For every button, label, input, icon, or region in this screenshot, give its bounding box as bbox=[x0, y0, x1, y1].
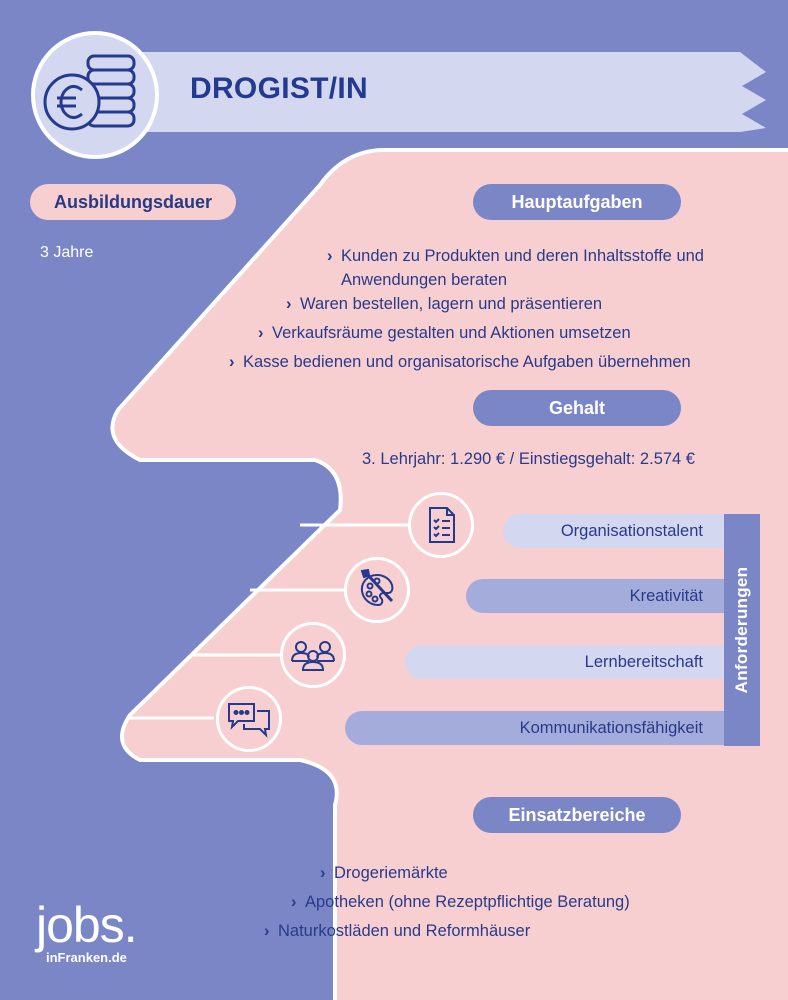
task-item: › Verkaufsräume gestalten und Aktionen umsetzen bbox=[258, 321, 631, 345]
area-item: › Naturkostläden und Reformhäuser bbox=[264, 922, 531, 940]
group-icon bbox=[280, 622, 346, 688]
chevron-right-icon: › bbox=[286, 295, 292, 313]
salary-label: Gehalt bbox=[473, 390, 681, 426]
task-item: › Waren bestellen, lagern und präsentieren bbox=[286, 292, 602, 316]
palette-icon bbox=[344, 557, 410, 623]
brand-logo bbox=[36, 897, 137, 965]
chat-bubbles-icon bbox=[216, 686, 282, 752]
euro-coins-icon bbox=[30, 30, 160, 160]
chevron-right-icon: › bbox=[258, 324, 264, 342]
chevron-right-icon: › bbox=[264, 922, 270, 940]
chevron-right-icon: › bbox=[320, 864, 326, 882]
chevron-right-icon: › bbox=[291, 893, 297, 911]
task-item: › Kunden zu Produkten und deren Inhaltsstoffe und bbox=[327, 244, 704, 268]
logo-main-text: jobs. bbox=[36, 897, 137, 953]
chevron-right-icon: › bbox=[229, 353, 235, 371]
duration-label: Ausbildungsdauer bbox=[30, 184, 236, 220]
areas-label: Einsatzbereiche bbox=[473, 797, 681, 833]
area-item: › Apotheken (ohne Rezeptpflichtige Beratung) bbox=[291, 893, 630, 911]
requirement-organisation: Organisationstalent bbox=[503, 514, 725, 548]
task-item: › Kasse bedienen und organisatorische Aufgaben übernehmen bbox=[229, 350, 691, 374]
tasks-label: Hauptaufgaben bbox=[473, 184, 681, 220]
area-item: › Drogeriemärkte bbox=[320, 864, 448, 882]
task-item-continued: Anwendungen beraten bbox=[341, 271, 508, 289]
checklist-icon bbox=[408, 492, 474, 558]
duration-value: 3 Jahre bbox=[40, 244, 94, 261]
chevron-right-icon: › bbox=[327, 247, 333, 265]
requirements-label: Anforderungen bbox=[732, 566, 751, 694]
requirement-creativity: Kreativität bbox=[466, 579, 725, 613]
salary-value: 3. Lehrjahr: 1.290 € / Einstiegsgehalt: 2.574 € bbox=[362, 450, 695, 468]
requirement-learning: Lernbereitschaft bbox=[405, 645, 725, 679]
requirement-communication: Kommunikationsfähigkeit bbox=[345, 711, 725, 745]
page-title: DROGIST/IN bbox=[190, 72, 369, 105]
logo-sub-text: inFranken.de bbox=[46, 950, 127, 965]
